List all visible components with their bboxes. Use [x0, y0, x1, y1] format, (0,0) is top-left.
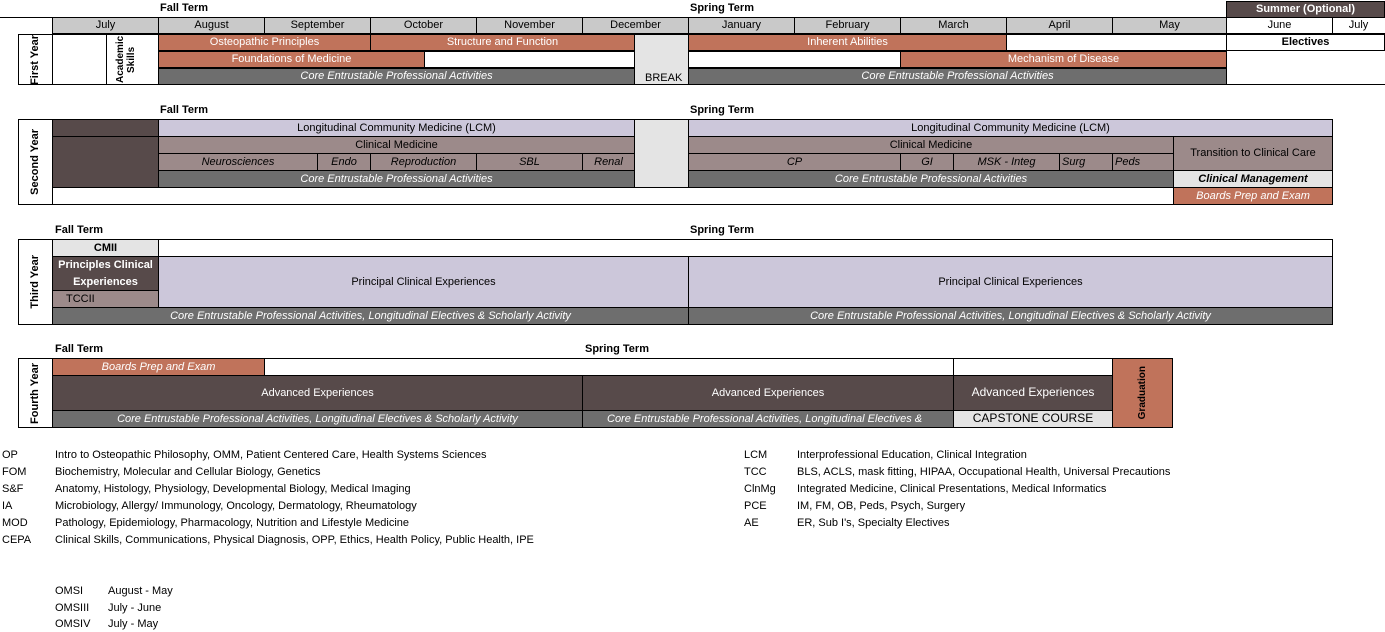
- fourth-year-label-cell: [18, 358, 53, 428]
- legend-abbr-tcc: TCC: [744, 466, 767, 478]
- legend-desc-fom: Biochemistry, Molecular and Cellular Biology, Genetics: [55, 466, 321, 478]
- y4-ae-1: Advanced Experiences: [52, 375, 583, 411]
- y4-top-empty-2: [953, 358, 1113, 376]
- y2-spring-term: Spring Term: [690, 104, 754, 116]
- legend-desc-ae: ER, Sub I's, Specialty Electives: [797, 517, 950, 529]
- y2-course-gi: GI: [900, 153, 954, 171]
- omsi-abbr: OMSI: [55, 585, 84, 597]
- omsiii-abbr: OMSIII: [55, 602, 90, 614]
- month-april: April: [1006, 17, 1113, 34]
- y3-pce-fall: Principal Clinical Experiences: [158, 256, 689, 308]
- mod-course: Mechanism of Disease: [900, 51, 1227, 68]
- month-may: May: [1112, 17, 1227, 34]
- legend-desc-tcc: BLS, ACLS, mask fitting, HIPAA, Occupational Health, Universal Precautions: [797, 466, 1171, 478]
- y1-break-cell: [634, 34, 689, 85]
- y2-lcm-fall: Longitudinal Community Medicine (LCM): [158, 119, 635, 137]
- legend-abbr-ae: AE: [744, 517, 759, 529]
- y2-cepa-fall: Core Entrustable Professional Activities: [158, 170, 635, 188]
- first-year-label: First Year: [29, 34, 42, 85]
- omsiv-range: July - May: [108, 618, 159, 630]
- y4-ae-3: Advanced Experiences: [953, 375, 1113, 411]
- legend-abbr-ia: IA: [2, 500, 13, 512]
- y2-cm-fall: Clinical Medicine: [158, 136, 635, 154]
- legend-desc-clnmg: Integrated Medicine, Clinical Presentations, Medical Informatics: [797, 483, 1107, 495]
- y2-course-endo: Endo: [317, 153, 371, 171]
- summer-empty-box: [1226, 50, 1385, 85]
- y2-course-renal: Renal: [582, 153, 635, 171]
- y2-cm-spring: Clinical Medicine: [688, 136, 1174, 154]
- y2-dark-block: [52, 136, 159, 188]
- y3-top-empty: [158, 239, 1333, 257]
- academic-skills-label: Academic Skills: [114, 35, 137, 84]
- fom-course: Foundations of Medicine: [158, 51, 425, 68]
- legend-desc-ia: Microbiology, Allergy/ Immunology, Oncology, Dermatology, Rheumatology: [55, 500, 417, 512]
- month-june: June: [1226, 17, 1333, 34]
- month-july: July: [52, 17, 159, 34]
- y2-course-cp: CP: [688, 153, 901, 171]
- break-label: BREAK: [645, 72, 683, 84]
- y2-clinical-management: Clinical Management: [1173, 170, 1333, 188]
- month-august: August: [158, 17, 265, 34]
- y4-capstone: CAPSTONE COURSE: [953, 410, 1113, 428]
- legend-abbr-sf: S&F: [2, 483, 24, 495]
- second-year-label-cell: [18, 119, 53, 205]
- legend-abbr-lcm: LCM: [744, 449, 768, 461]
- fall-term-label: Fall Term: [160, 2, 209, 14]
- y3-principles-clinical: Principles Clinical Experiences: [52, 256, 159, 291]
- month-october: October: [370, 17, 477, 34]
- first-year-july-cell: [52, 34, 107, 85]
- omsiv-abbr: OMSIV: [55, 618, 91, 630]
- y2-course-reproduction: Reproduction: [370, 153, 477, 171]
- legend-abbr-fom: FOM: [2, 466, 27, 478]
- y3-fall-term: Fall Term: [55, 224, 104, 236]
- legend-desc-sf: Anatomy, Histology, Physiology, Developmental Biology, Medical Imaging: [55, 483, 411, 495]
- y2-bottom-row: [52, 187, 1174, 205]
- fourth-year-label: Fourth Year: [29, 362, 42, 424]
- legend-desc-pce: IM, FM, OB, Peds, Psych, Surgery: [797, 500, 966, 512]
- electives-cell: Electives: [1226, 34, 1385, 51]
- second-year-label: Second Year: [29, 129, 42, 195]
- omsiii-range: July - June: [108, 602, 162, 614]
- y4-boards-prep: Boards Prep and Exam: [52, 358, 265, 376]
- third-year-label: Third Year: [29, 255, 42, 309]
- omsi-range: August - May: [108, 585, 173, 597]
- y3-tccii-cell: [52, 290, 159, 308]
- y2-lcm-spring: Longitudinal Community Medicine (LCM): [688, 119, 1333, 137]
- y1-cepa-spring: Core Entrustable Professional Activities: [688, 68, 1227, 85]
- legend-desc-op: Intro to Osteopathic Philosophy, OMM, Patient Centered Care, Health Systems Sciences: [55, 449, 487, 461]
- y3-spring-term: Spring Term: [690, 224, 754, 236]
- y2-break-cell: [634, 119, 689, 188]
- y3-pce-spring: Principal Clinical Experiences: [688, 256, 1333, 308]
- spring-term-label: Spring Term: [690, 2, 754, 14]
- y3-cepa-fall: Core Entrustable Professional Activities, Longitudinal Electives & Scholarly Activity: [52, 307, 689, 325]
- mod-empty: [688, 51, 901, 68]
- month-november: November: [476, 17, 583, 34]
- legend-abbr-cepa: CEPA: [2, 534, 32, 546]
- month-december: December: [582, 17, 689, 34]
- y2-boards-prep: Boards Prep and Exam: [1173, 187, 1333, 205]
- y4-graduation-cell: [1112, 358, 1173, 428]
- legend-desc-cepa: Clinical Skills, Communications, Physical Diagnosis, OPP, Ethics, Health Policy, Public Health, IPE: [55, 534, 534, 546]
- month-january: January: [688, 17, 795, 34]
- y3-tccii: TCCII: [66, 293, 95, 305]
- y4-fall-term: Fall Term: [55, 343, 104, 355]
- y2-course-sbl: SBL: [476, 153, 583, 171]
- ia-course: Inherent Abilities: [688, 34, 1007, 51]
- legend-desc-lcm: Interprofessional Education, Clinical Integration: [797, 449, 1027, 461]
- month-september: September: [264, 17, 371, 34]
- y3-cmii: CMII: [52, 239, 159, 257]
- ia-empty: [1006, 34, 1227, 51]
- y4-cepa-spring: Core Entrustable Professional Activities, Longitudinal Electives &: [582, 410, 954, 428]
- first-year-label-cell: [18, 34, 53, 85]
- academic-skills-cell: [106, 34, 159, 85]
- month-march: March: [900, 17, 1007, 34]
- y2-fall-term: Fall Term: [160, 104, 209, 116]
- y1-cepa-fall: Core Entrustable Professional Activities: [158, 68, 635, 85]
- legend-abbr-mod: MOD: [2, 517, 28, 529]
- legend-desc-mod: Pathology, Epidemiology, Pharmacology, Nutrition and Lifestyle Medicine: [55, 517, 410, 529]
- op-course: Osteopathic Principles: [158, 34, 371, 51]
- y3-cepa-spring: Core Entrustable Professional Activities, Longitudinal Electives & Scholarly Activity: [688, 307, 1333, 325]
- summer-optional-header: Summer (Optional): [1226, 1, 1385, 18]
- y2-cepa-spring: Core Entrustable Professional Activities: [688, 170, 1174, 188]
- y4-graduation: Graduation: [1137, 366, 1148, 420]
- legend-abbr-pce: PCE: [744, 500, 767, 512]
- month-february: February: [794, 17, 901, 34]
- y4-top-empty: [264, 358, 954, 376]
- y2-transition: Transition to Clinical Care: [1173, 136, 1333, 171]
- y4-cepa-fall: Core Entrustable Professional Activities, Longitudinal Electives & Scholarly Activity: [52, 410, 583, 428]
- month-july-summer: July: [1332, 17, 1385, 34]
- legend-abbr-op: OP: [2, 449, 18, 461]
- y2-course-surg: Surg: [1059, 153, 1113, 171]
- y2-course-msk: MSK - Integ: [953, 153, 1060, 171]
- y4-ae-2: Advanced Experiences: [582, 375, 954, 411]
- sf-course: Structure and Function: [370, 34, 635, 51]
- third-year-label-cell: [18, 239, 53, 325]
- fom-empty: [424, 51, 635, 68]
- y4-spring-term: Spring Term: [585, 343, 649, 355]
- y2-dark-top: [52, 119, 159, 137]
- y2-course-peds: Peds: [1112, 153, 1174, 171]
- y2-course-neurosciences: Neurosciences: [158, 153, 318, 171]
- legend-abbr-clnmg: ClnMg: [744, 483, 776, 495]
